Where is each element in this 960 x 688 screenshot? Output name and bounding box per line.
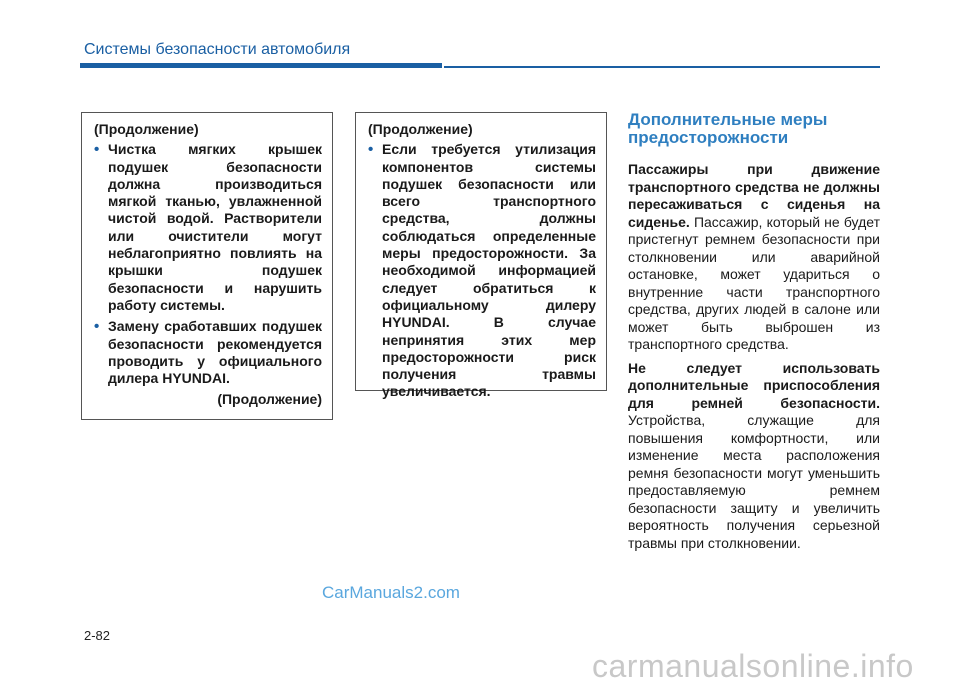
paragraph-body: Устройства, служащие для повышения комфортности, или изменение места расположения ремня безопасности могут уменьшить предоставляемую ремнем безопасности защиту и увеличить вероятность получения серьезной травмы при столкновении.: [628, 412, 880, 551]
section-heading: Дополнительные меры предосторожности: [628, 110, 828, 147]
bullet-item: • Если требуется утилизация компонентов системы подушек безопасности или всего транспортного средства, должны соблюдаться определенные меры предосторожности. За необходимой информацией следует обратиться к официальному дилеру HYUNDAI. В случае непринятия этих мер предосторожности риск получения травмы увеличивается.: [368, 141, 596, 400]
watermark-link[interactable]: CarManuals2.com: [322, 583, 460, 602]
bullet-item: • Чистка мягких крышек подушек безопасности должна производиться мягкой тканью, увлажненной чистой водой. Растворители или очистители могут неблагоприятно повлиять на крышки подушек безопасности и нарушить работу системы.: [94, 141, 322, 314]
page-number: 2-82: [84, 628, 111, 643]
site-watermark: carmanualsonline.info: [592, 648, 914, 684]
continued-label-top: (Продолжение): [368, 121, 473, 137]
paragraph-bold-lead: Пассажиры при движение транспортного средства не должны пересаживаться с сиденья на сиденье.: [628, 161, 880, 230]
section-title: Системы безопасности автомобиля: [84, 41, 351, 58]
warning-box-middle: [355, 112, 607, 400]
right-column: [628, 111, 880, 558]
paragraph-passengers: [628, 161, 880, 354]
header-rule-thin: [444, 66, 880, 68]
continued-label-bottom: (Продолжение): [217, 391, 322, 408]
paragraph-bold-lead: Не следует использовать дополнительные приспособления для ремней безопасности.: [628, 359, 880, 411]
paragraph-body: Пассажир, который не будет пристегнут ремнем безопасности при столкновении или аварийной остановке, может удариться о внутренние части транспортного средства, других людей в салоне или может быть выброшен из транспортного средства.: [628, 213, 880, 352]
paragraph-accessories: [628, 360, 880, 553]
warning-box-left: [81, 112, 333, 420]
continued-label-top: (Продолжение): [94, 121, 199, 137]
header-rule-thick: [80, 63, 442, 68]
bullet-item: • Замену сработавших подушек безопасности рекомендуется проводить у официального дилера HYUNDAI.: [94, 318, 322, 387]
